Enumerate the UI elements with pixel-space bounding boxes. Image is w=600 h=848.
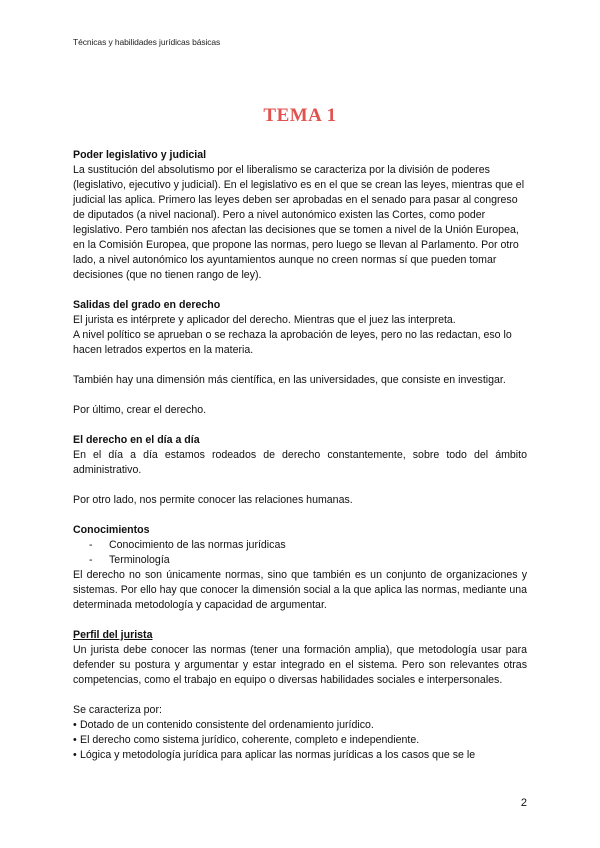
- running-header: Técnicas y habilidades jurídicas básicas: [73, 37, 221, 47]
- bullet-list: [73, 718, 527, 763]
- section-career-paths: [73, 298, 527, 418]
- paragraph: Se caracteriza por:: [73, 704, 162, 716]
- section-legislative-judicial: [73, 148, 527, 283]
- section-daily-law: [73, 433, 527, 508]
- section-heading: El derecho en el día a día: [73, 434, 200, 446]
- paragraph: El jurista es intérprete y aplicador del derecho. Mientras que el juez las interpreta.: [73, 314, 456, 326]
- paragraph: Por último, crear el derecho.: [73, 404, 207, 416]
- paragraph: El derecho no son únicamente normas, sino que también es un conjunto de organizaciones y sistemas. Por ello hay que conocer la dimensión social a la que aplica las normas, mediante una determinada metodología y capacidad de argumentar.: [73, 569, 527, 611]
- list-item: - Terminología: [73, 553, 527, 568]
- section-heading: Salidas del grado en derecho: [73, 299, 221, 311]
- paragraph: Por otro lado, nos permite conocer las relaciones humanas.: [73, 494, 353, 506]
- page-title: TEMA 1: [263, 105, 337, 126]
- section-heading: Conocimientos: [73, 524, 150, 536]
- section-heading: Perfil del jurista: [73, 629, 153, 641]
- dash-list: [73, 538, 527, 568]
- list-item: • Dotado de un contenido consistente del ordenamiento jurídico.: [73, 718, 527, 733]
- list-item: • Lógica y metodología jurídica para aplicar las normas jurídicas a los casos que se le: [73, 748, 527, 763]
- section-heading: Poder legislativo y judicial: [73, 149, 207, 161]
- document-body: [73, 148, 527, 763]
- list-item: • El derecho como sistema jurídico, coherente, completo e independiente.: [73, 733, 527, 748]
- paragraph: A nivel político se aprueban o se rechaza la aprobación de leyes, pero no las redactan, eso lo hacen letrados expertos en la materia.: [73, 329, 512, 356]
- section-jurist-profile: [73, 628, 527, 763]
- paragraph: En el día a día estamos rodeados de derecho constantemente, sobre todo del ámbito administrativo.: [73, 449, 527, 476]
- paragraph: La sustitución del absolutismo por el liberalismo se caracteriza por la división de poderes (legislativo, ejecutivo y judicial). En el legislativo es en el que se crean las leyes, mientras que el judicial las aplica. Primero las leyes deben ser aprobadas en el senado para pasar al congreso de diputados (a nivel nacional). Pero a nivel autonómico existen las Cortes, como poder legislativo. Pero también nos afectan las decisiones que se tomen a nivel de la Unión Europea, en la Comisión Europea, que propone las normas, pero luego se llevan al Parlamento. Por otro lado, a nivel autonómico los ayuntamientos aunque no creen normas sí que pueden tomar decisiones (que no tienen rango de ley).: [73, 164, 525, 281]
- page-number: 2: [520, 797, 527, 809]
- section-knowledge: [73, 523, 527, 613]
- list-item: - Conocimiento de las normas jurídicas: [73, 538, 527, 553]
- paragraph: También hay una dimensión más científica, en las universidades, que consiste en investigar.: [73, 374, 506, 386]
- paragraph: Un jurista debe conocer las normas (tener una formación amplia), que metodología usar para defender su postura y argumentar y estar integrado en el sistema. Pero son relevantes otras competencias, como el trabajo en equipo o diversas habilidades sociales e interpersonales.: [73, 644, 527, 686]
